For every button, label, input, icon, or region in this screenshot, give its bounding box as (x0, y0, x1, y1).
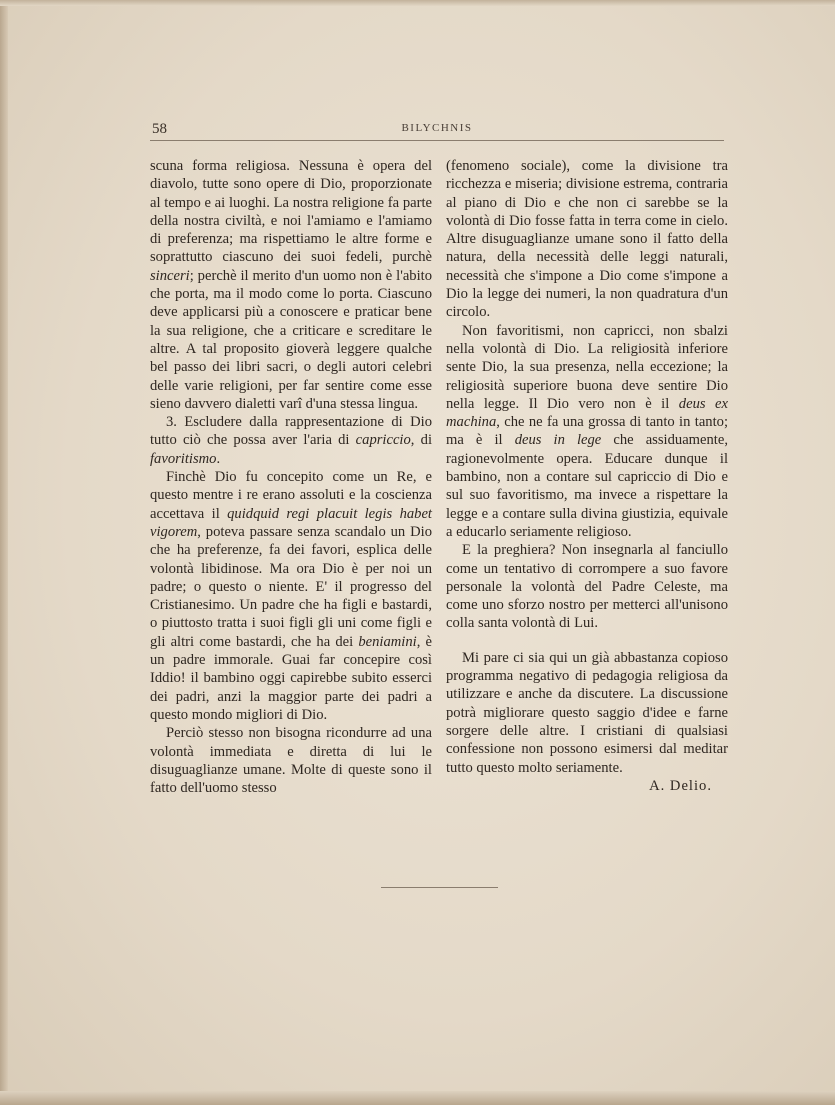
left-column (150, 157, 432, 797)
author-signature: A. Delio. (649, 777, 712, 794)
italic-text: capriccio (355, 432, 411, 449)
text-run: , è un padre immorale. Guai far concepire così Iddio! il bambino oggi capirebbe subito esserci dei padri, anzi la maggior parte dei padri a questo mondo migliori di Dio. (150, 633, 433, 723)
page-edge-left (0, 0, 8, 1105)
text-run: Non favoritismi, non capricci, non sbalzi nella volontà di Dio. La religiosità inferiore sente Dio, la sua presenza, nella eccezione; la religiosità superiore buona deve sentire Dio nella legge. Il Dio vero non è il (446, 322, 728, 412)
italic-text: quidquid regi placuit legis habet vigorem (150, 505, 432, 540)
paragraph: (fenomeno sociale), come la divisione tra ricchezza e miseria; divisione estrema, contraria al piano di Dio e che non ci sarebbe se la volontà di Dio fosse fatta in terra come in cielo. Altre disuguaglianze umane sono il fatto della natura, della necessità delle leggi naturali, necessità che s'impone a Dio come s'impone a Dio la legge dei numeri, la non quadratura d'un circolo. (446, 158, 728, 321)
italic-text: deus ex machina (446, 395, 728, 431)
italic-text: deus in lege (514, 432, 602, 449)
text-run: che assiduamente, ragionevolmente opera. Educare dunque il bambino, non a contare sul capriccio di Dio e sul suo favoritismo, ma invece a rispettare la legge e a contare sulla divina giustizia, equivale a educarlo seriamente religioso. (446, 432, 728, 540)
text-run: 3. Escludere dalla rappresentazione di Dio tutto ciò che possa aver l'aria di (150, 414, 432, 449)
text-run: , di (410, 432, 432, 449)
page-number: 58 (152, 121, 167, 137)
text-run: , poteva passare senza scandalo un Dio che ha preferenze, fa dei favori, esplica delle volontà libidinose. Ma ora Dio è per noi un padre; o questo o niente. E' il progresso del Cristianesimo. Un padre che ha figli e bastardi, o piuttosto tratta i suoi figli gli uni come figli e gli altri come bastardi, che ha dei (150, 523, 432, 650)
text-run: ; perchè il merito d'un uomo non è l'abito che porta, ma il modo come lo porta. Ciascuno deve applicarsi più a conoscere e praticar bene la sua religione, che a criticare e screditare le altre. A tal proposito gioverà leggere qualche bel passo dei libri sacri, o degli autori celebri delle varie religioni, per far sentire come esse sieno davvero dialetti varî d'una stessa lingua. (150, 267, 432, 412)
text-run: , che ne fa una grossa di tanto in tanto; ma è il (446, 414, 728, 449)
italic-text: favoritismo (150, 450, 217, 467)
italic-text: beniamini (358, 633, 417, 650)
end-rule (381, 887, 498, 888)
paragraph: Perciò stesso non bisogna ricondurre ad una volontà immediata e diretta di lui le disuguaglianze umane. Molte di queste sono il fatto dell'uomo stesso (150, 725, 432, 797)
italic-text: sinceri (150, 267, 190, 284)
page-edge-bottom (0, 1091, 835, 1105)
paragraph: E la preghiera? Non insegnarla al fanciullo come un tentativo di corrompere a suo favore personale la volontà del Padre Celeste, ma come uno sforzo nostro per metterci all'unisono colla santa volontà di Lui. (446, 542, 728, 632)
text-run: scuna forma religiosa. Nessuna è opera del diavolo, tutte sono opere di Dio, proporzionate al tempo e ai luoghi. La nostra religione fa parte della nostra civiltà, e noi l'amiamo e l'amiamo di preferenza; ma rispettiamo le altre forme e soprattutto ciascuno dei suoi fedeli, purchè (150, 158, 432, 266)
journal-title: BILYCHNIS (401, 122, 473, 134)
text-run: Finchè Dio fu concepito come un Re, e questo mentre i re erano assoluti e la coscienza accettava il (150, 469, 432, 522)
page-edge-top (0, 0, 835, 6)
running-head (150, 118, 724, 141)
paragraph (150, 413, 432, 468)
paragraph (150, 157, 432, 413)
right-column (446, 157, 728, 795)
paragraph: Mi pare ci sia qui un già abbastanza copioso programma negativo di pedagogia religiosa da utilizzare e anche da discutere. La discussione potrà migliorare questo saggio d'idee e farne sorgere delle altre. I cristiani di qualsiasi confessione non possono esimersi dal meditar tutto questo molto seriamente. (446, 649, 728, 776)
text-run: . (216, 450, 221, 467)
paragraph (446, 322, 728, 542)
paragraph (150, 468, 432, 724)
